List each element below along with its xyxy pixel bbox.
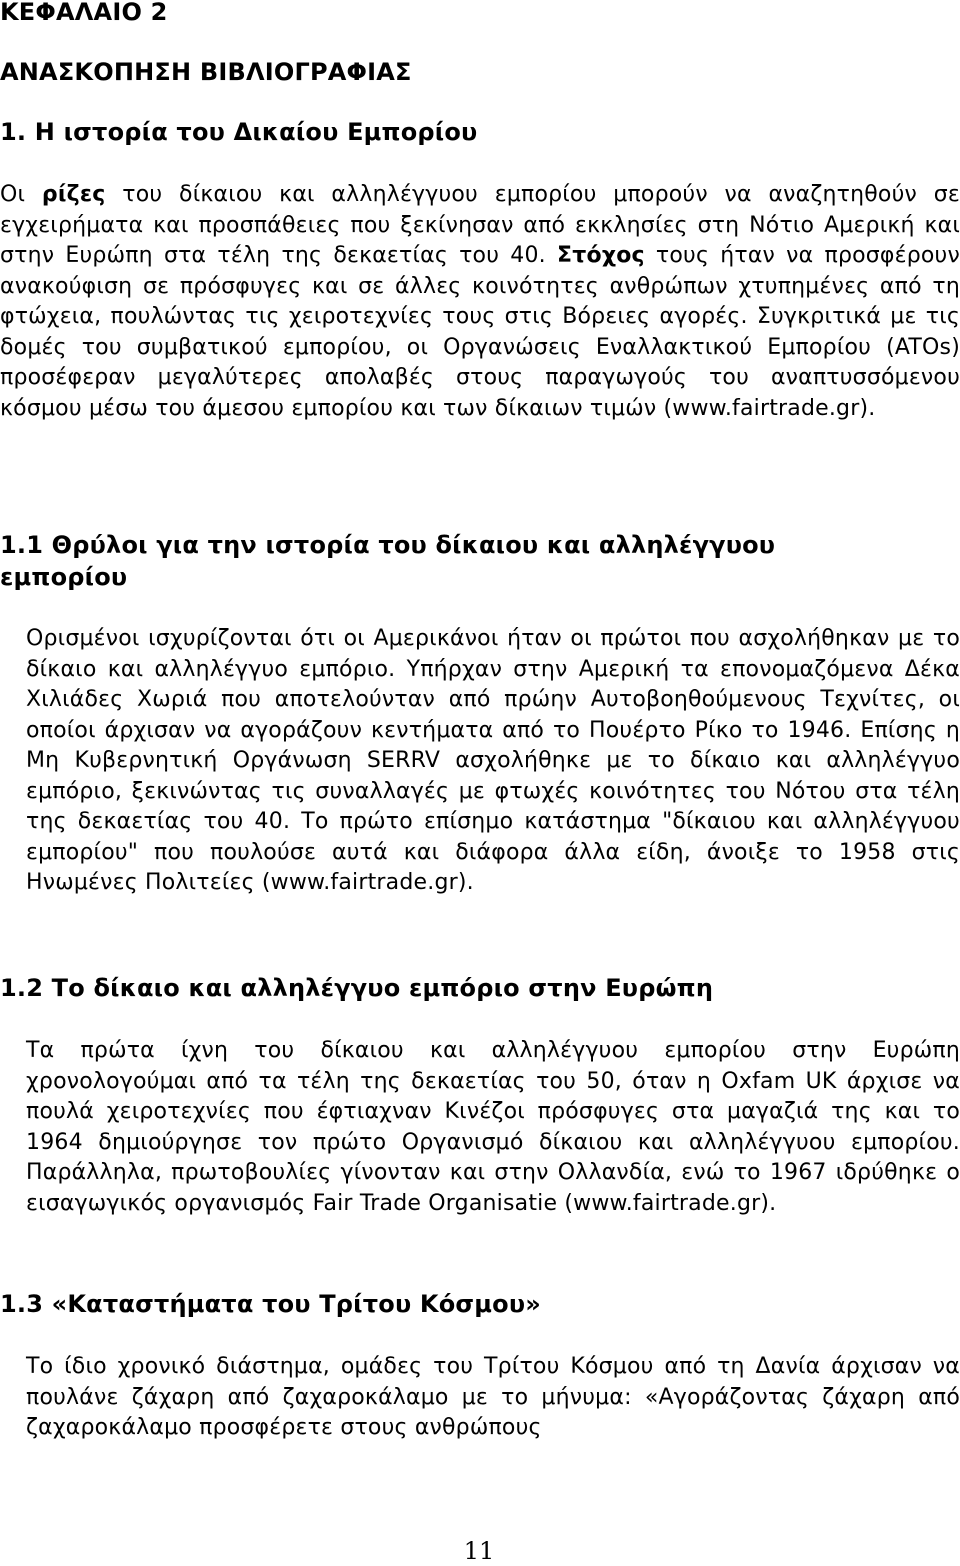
paragraph-lead-text: Οι	[0, 182, 42, 207]
section-1-2-paragraph: Τα πρώτα ίχνη του δίκαιου και αλληλέγγυου εμπορίου στην Ευρώπη χρονολογούμαι από τα τέλη της δεκαετίας του 50, όταν η Oxfam UK άρχισε να πουλά χειροτεχνίες που έφτιαχναν Κινέζοι πρόσφυγες στα μαγαζιά της και το 1964 δημιούργησε τον πρώτο Οργανισμό δίκαιου και αλληλέγγυου εμπορίου. Παράλληλα, πρωτοβουλίες γίνονταν και στην Ολλανδία, ενώ το 1967 ιδρύθηκε ο εισαγωγικός οργανισμός Fair Trade Organisatie (www.fairtrade.gr).	[26, 1038, 960, 1216]
section-1-2-heading: 1.2 Το δίκαιο και αλληλέγγυο εμπόριο στην Ευρώπη	[0, 974, 714, 1002]
page-number	[0, 1536, 960, 1566]
paragraph-rest-text: τους ήταν να προσφέρουν ανακούφιση σε πρόσφυγες και σε άλλες κοινότητες ανθρώπων χτυπημένες από τη φτώχεια, πουλώντας τις χειροτεχνίες τους στις Βόρειες αγορές. Συγκριτικά με τις δομές του συμβατικού εμπορίου, οι Οργανώσεις Εναλλακτικού Εμπορίου (ATOs) προσέφεραν μεγαλύτερες απολαβές στους παραγωγούς του αναπτυσσόμενου κόσμου μέσω του άμεσου εμπορίου και των δίκαιων τιμών (www.fairtrade.gr).	[0, 243, 960, 421]
section-1-3-heading: 1.3 «Καταστήματα του Τρίτου Κόσμου»	[0, 1290, 541, 1318]
chapter-title: ΑΝΑΣΚΟΠΗΣΗ ΒΙΒΛΙΟΓΡΑΦΙΑΣ	[0, 58, 412, 86]
emphasis-goal: Στόχος	[557, 243, 645, 268]
section-1-1-heading-line-1: 1.1 Θρύλοι για την ιστορία του δίκαιου και αλληλέγγυου	[0, 531, 776, 559]
page-number-text: 11	[463, 1537, 495, 1565]
chapter-label: ΚΕΦΑΛΑΙΟ 2	[0, 0, 168, 26]
paragraph-middle-text: του δίκαιου και αλληλέγγυου εμπορίου μπορούν να αναζητηθούν σε εγχειρήματα και προσπάθειες που ξεκίνησαν από εκκλησίες στη Νότιο Αμερική και στην Ευρώπη στα τέλη της δεκαετίας του 40.	[0, 182, 960, 268]
emphasis-roots: ρίζες	[41, 182, 106, 207]
section-1-heading: 1. Η ιστορία του Δικαίου Εμπορίου	[0, 118, 478, 146]
section-1-1-paragraph: Ορισμένοι ισχυρίζονται ότι οι Αμερικάνοι ήταν οι πρώτοι που ασχολήθηκαν με το δίκαιο και αλληλέγγυο εμπόριο. Υπήρχαν στην Αμερική τα επονομαζόμενα Δέκα Χιλιάδες Χωριά που αποτελούνταν από πρώην Αυτοβοηθούμενους Τεχνίτες, οι οποίοι άρχισαν να αγοράζουν κεντήματα από το Πουέρτο Ρίκο το 1946. Επίσης η Μη Κυβερνητική Οργάνωση SERRV ασχολήθηκε με το δίκαιο και αλληλέγγυο εμπόριο, ξεκινώντας τις συναλλαγές με φτωχές κοινότητες του Νότου στα τέλη της δεκαετίας του 40. Το πρώτο επίσημο κατάστημα "δίκαιου και αλληλέγγυου εμπορίου" που πουλούσε αυτά και διάφορα άλλα είδη, άνοιξε το 1958 στις Ηνωμένες Πολιτείες (www.fairtrade.gr).	[26, 626, 960, 895]
section-1-3-paragraph: Το ίδιο χρονικό διάστημα, ομάδες του Τρίτου Κόσμου από τη Δανία άρχισαν να πουλάνε ζάχαρη από ζαχαροκάλαμο με το μήνυμα: «Αγοράζοντας ζάχαρη από ζαχαροκάλαμο προσφέρετε στους ανθρώπους	[26, 1354, 960, 1440]
section-1-paragraph	[0, 180, 960, 424]
section-1-1-heading-line-2: εμπορίου	[0, 563, 128, 591]
